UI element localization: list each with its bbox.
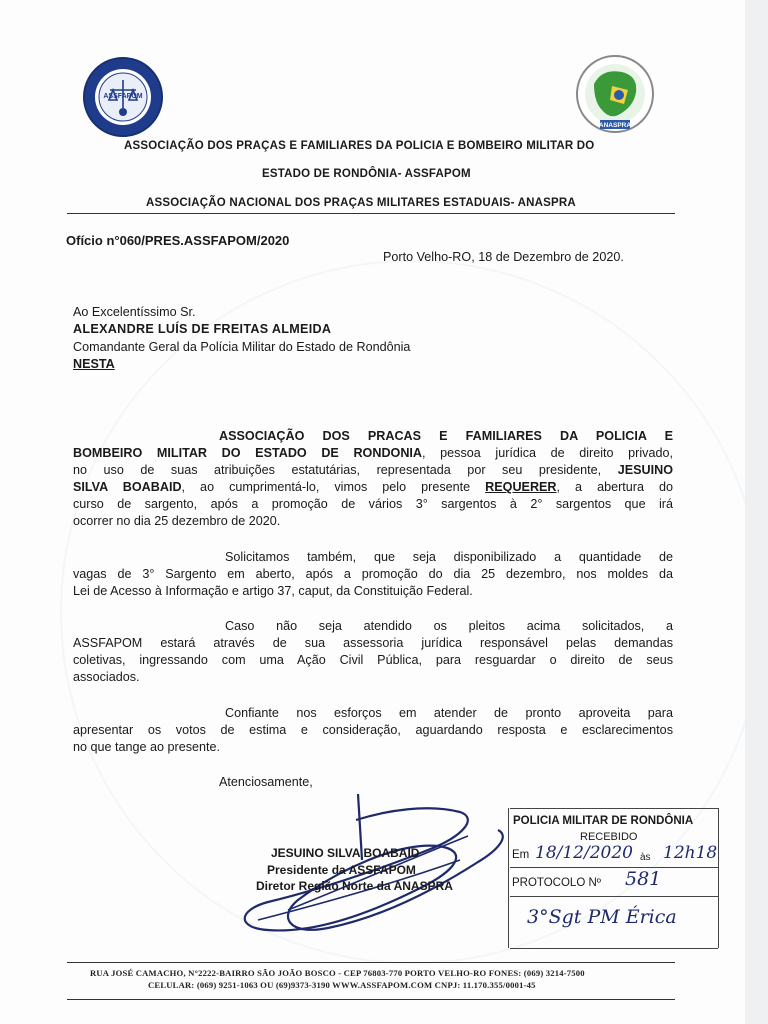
addressee-name: ALEXANDRE LUÍS DE FREITAS ALMEIDA (73, 322, 332, 336)
p2-line3: Lei de Acesso à Informação e artigo 37, caput, da Constituição Federal. (73, 584, 473, 598)
p3-line2: ASSFAPOM estará através de sua assessoria jurídica responsável pelas demandas (73, 636, 673, 650)
p4-line3: no que tange ao presente. (73, 740, 221, 754)
p1-line3: no uso de suas atribuições estatutárias, representada por seu presidente, (73, 463, 602, 477)
stamp-as-label: às (640, 852, 651, 863)
header-line-2: ESTADO DE RONDÔNIA- ASSFAPOM (262, 168, 471, 180)
p3-line3: coletivas, ingressando com uma Ação Civil Pública, para resguardar o direito de seus (73, 653, 673, 667)
footer-contact: CELULAR: (069) 9251-1063 OU (69)9373-3190 WWW.ASSFAPOM.COM CNPJ: 11.170.355/0001-45 (148, 980, 536, 990)
stamp-protocolo-label: PROTOCOLO Nº (512, 877, 601, 889)
p1-line4-a: , ao cumprimentá-lo, vimos pelo presente (181, 480, 471, 494)
p1-line3-bold: JESUINO (617, 463, 674, 477)
stamp-border-right (718, 808, 719, 948)
stamp-em-label: Em (512, 849, 530, 861)
stamp-receiver-handwritten: 3°Sgt PM Érica (527, 906, 677, 928)
p4-line1: Confiante nos esforços em atender de pronto aproveita para (225, 706, 673, 720)
stamp-border-bottom (510, 948, 718, 949)
paragraph-acao (73, 618, 673, 686)
stamp-date-handwritten: 18/12/2020 (535, 843, 633, 863)
p1-line2-bold: BOMBEIRO MILITAR DO ESTADO DE RONDONIA (73, 446, 423, 460)
header-rule (67, 213, 675, 214)
paragraph-vagas (73, 549, 673, 600)
p4-line2: apresentar os votos de estima e consideração, aguardando resposta e esclarecimentos (73, 723, 673, 737)
p3-line1: Caso não seja atendido os pleitos acima solicitados, a (225, 619, 673, 633)
oficio-number: Ofício n°060/PRES.ASSFAPOM/2020 (66, 233, 290, 248)
p1-line1: ASSOCIAÇÃO DOS PRACAS E FAMILIARES DA POLICIA E (219, 429, 673, 443)
stamp-divider-1 (510, 867, 718, 868)
paragraph-request (73, 428, 673, 530)
nesta: NESTA (73, 357, 115, 371)
assfapom-logo (80, 56, 166, 138)
p2-line1: Solicitamos também, que seja disponibilizado a quantidade de (225, 550, 673, 564)
p1-line4-bold: SILVA BOABAID (73, 480, 182, 494)
right-margin-strip (745, 0, 768, 1024)
stamp-border-left (508, 808, 509, 948)
addressee-role: Comandante Geral da Polícia Militar do Estado de Rondônia (73, 340, 411, 354)
anaspra-logo (572, 54, 658, 136)
header-line-1: ASSOCIAÇÃO DOS PRAÇAS E FAMILIARES DA POLICIA E BOMBEIRO MILITAR DO (124, 140, 595, 152)
stamp-border-top (510, 808, 718, 809)
p1-line6: ocorrer no dia 25 dezembro de 2020. (73, 514, 281, 528)
signer-title-2: Diretor Região Norte da ANASPRA (256, 879, 453, 893)
stamp-protocolo-handwritten: 581 (625, 868, 662, 890)
p3-line4: associados. (73, 670, 140, 684)
signer-name: JESUINO SILVA BOABAID (271, 846, 420, 860)
p2-line2: vagas de 3° Sargento em aberto, após a promoção do dia 25 dezembro, nos moldes da (73, 567, 673, 581)
p1-line2-rest: , pessoa jurídica de direito privado, (422, 446, 673, 460)
footer-rule-bottom (67, 999, 675, 1000)
paragraph-closing (73, 705, 673, 756)
logo-right-text: ANASPRA (598, 122, 632, 129)
p1-requerer: REQUERER (485, 480, 557, 494)
logo-left-text: ASSFAPOM (103, 93, 143, 100)
signer-title-1: Presidente da ASSFAPOM (267, 863, 416, 877)
p1-line4-b: , a abertura do (556, 480, 673, 494)
salutation: Ao Excelentíssimo Sr. (73, 305, 196, 319)
closing-atenciosamente: Atenciosamente, (219, 775, 313, 789)
header-line-3: ASSOCIAÇÃO NACIONAL DOS PRAÇAS MILITARES ESTADUAIS- ANASPRA (146, 197, 576, 209)
stamp-divider-2 (510, 896, 718, 897)
footer-rule-top (67, 962, 675, 963)
stamp-title: POLICIA MILITAR DE RONDÔNIA (513, 815, 694, 827)
stamp-time-handwritten: 12h18 (663, 843, 718, 863)
footer-address: RUA JOSÉ CAMACHO, N°2222-BAIRRO SÃO JOÃO BOSCO - CEP 76803-770 PORTO VELHO-RO FONES: (069) 3214-7500 (90, 968, 585, 978)
stamp-recebido: RECEBIDO (580, 831, 638, 843)
p1-line5: curso de sargento, após a promoção de vários 3° sargentos à 2° sargentos que irá (73, 497, 673, 511)
date-line: Porto Velho-RO, 18 de Dezembro de 2020. (383, 250, 624, 264)
